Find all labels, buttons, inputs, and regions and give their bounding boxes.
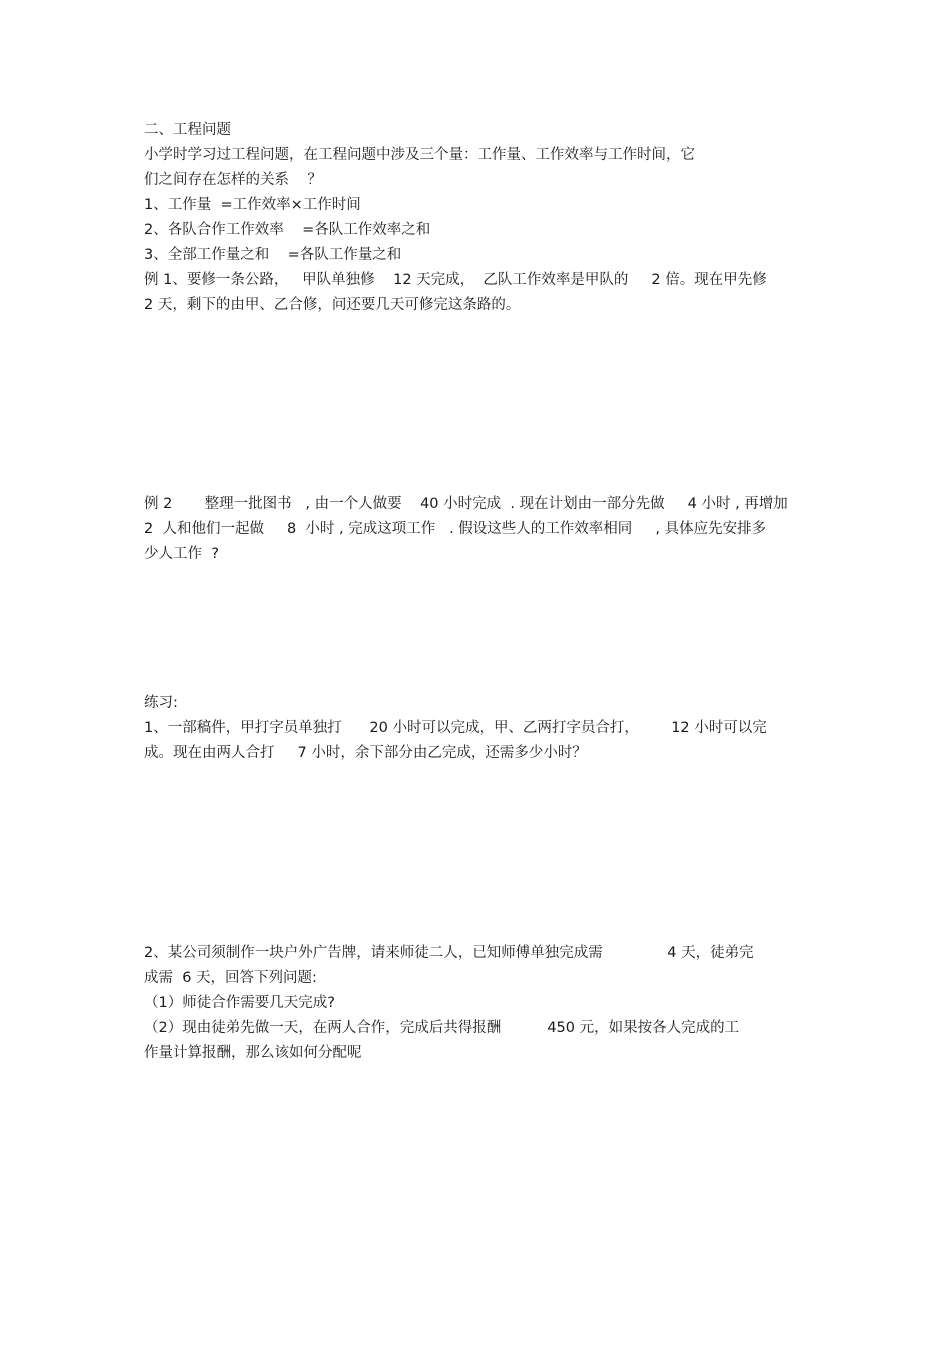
intro-line-2: 们之间存在怎样的关系 ？ (144, 172, 322, 188)
formula-2: 2、各队合作工作效率 =各队工作效率之和 (144, 222, 431, 238)
practice-q2-sub-2-line-1: （2）现由徒弟先做一天，在两人合作，完成后共得报酬 450 元，如果按各人完成的工 (144, 1020, 740, 1036)
practice-q2-sub-2-line-2: 作量计算报酬，那么该如何分配呢 (144, 1045, 362, 1061)
practice-q2-line-1: 2、某公司须制作一块户外广告牌，请来师徒二人，已知师傅单独完成需 4 天，徒弟完 (144, 945, 754, 961)
practice-q2-sub-1: （1）师徒合作需要几天完成? (144, 995, 335, 1011)
example-1-line-1: 例 1、要修一条公路， 甲队单独修 12 天完成， 乙队工作效率是甲队的 2 倍。现在甲先修 (144, 272, 767, 288)
practice-q2-line-2: 成需 6 天，回答下列问题: (144, 970, 317, 986)
example-2-line-2: 2 人和他们一起做 8 小时 , 完成这项工作 . 假设这些人的工作效率相同 , 具体应先安排多 (144, 521, 767, 537)
intro-line-1: 小学时学习过工程问题，在工程问题中涉及三个量：工作量、工作效率与工作时间，它 (144, 147, 695, 163)
formula-1: 1、工作量 =工作效率×工作时间 (144, 197, 361, 213)
practice-q1-line-1: 1、一部稿件，甲打字员单独打 20 小时可以完成，甲、乙两打字员合打， 12 小时可以完 (144, 720, 767, 736)
example-1-line-2: 2 天，剩下的由甲、乙合修，问还要几天可修完这条路的。 (144, 297, 521, 313)
section-title: 二、工程问题 (144, 122, 231, 138)
practice-q1-line-2: 成。现在由两人合打 7 小时，余下部分由乙完成，还需多少小时？ (144, 745, 587, 761)
example-2-line-1: 例 2 整理一批图书 , 由一个人做要 40 小时完成 . 现在计划由一部分先做 4 小时 , 再增加 (144, 496, 788, 512)
example-2-line-3: 少人工作 ? (144, 546, 219, 562)
formula-3: 3、全部工作量之和 =各队工作量之和 (144, 247, 402, 263)
practice-heading: 练习: (144, 695, 178, 711)
